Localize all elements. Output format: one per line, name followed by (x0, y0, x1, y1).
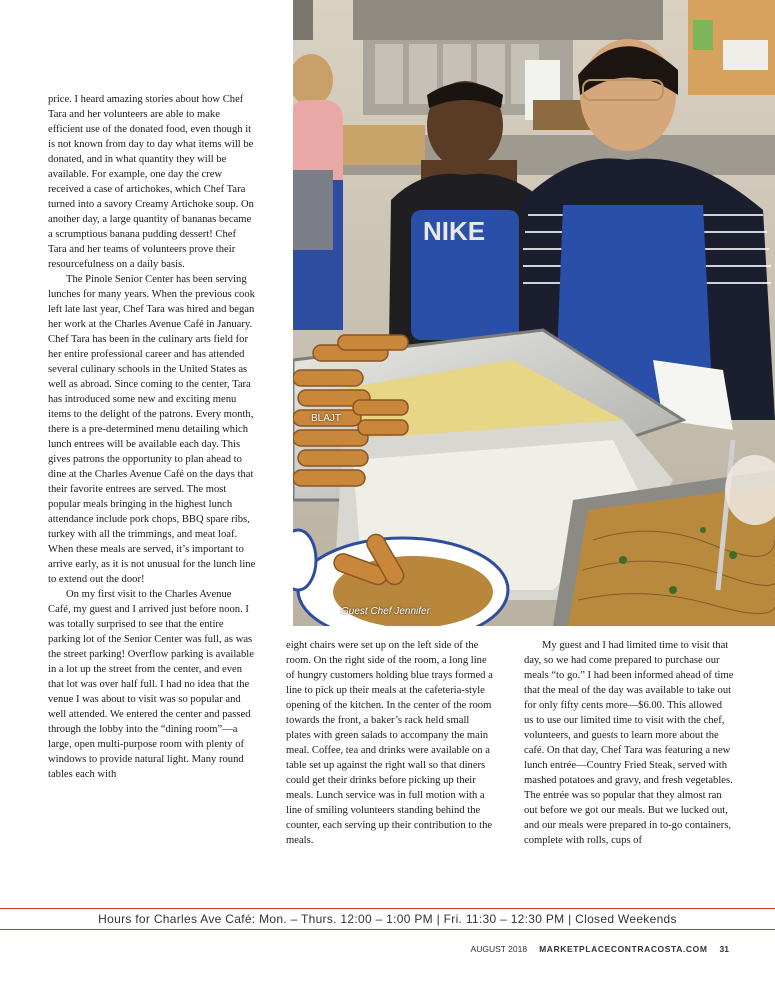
cafe-hours-banner (0, 908, 775, 930)
article-column-3 (524, 638, 734, 848)
cafe-hours-text: Hours for Charles Ave Café: Mon. – Thurs. 12:00 – 1:00 PM | Fri. 11:30 – 12:30 PM | Closed Weekends (98, 912, 677, 926)
article-column-2 (286, 638, 496, 848)
paragraph: My guest and I had limited time to visit that day, so we had come prepared to purchase our meals “to go.” I had been informed ahead of time that the meal of the day was available to take out for only fifty cents more—$6.00. This allowed us to use our limited time to visit with the chef, volunteers, and guests to learn more about the café. On that day, Chef Tara was featuring a new lunch entrée—Country Fried Steak, served with mashed potatoes and gravy, and fresh vegetables. The entrée was so popular that they almost ran out before we got our meals. But we lucked out, and our meals were prepared in to-go containers, complete with rolls, cups of (524, 640, 734, 846)
article-column-1 (48, 92, 256, 782)
svg-text:NIKE: NIKE (423, 216, 486, 246)
paragraph: The Pinole Senior Center has been serving lunches for many years. When the previous cook left late last year, Chef Tara was hired and began her work at the Charles Avenue Café in January. Chef Tara has been in the culinary arts field for her entire professional career and has attended several culinary schools in the United States as well as abroad. Since coming to the center, Tara has introduced some new and exciting menu items to the delight of the patrons. Every month, there is a pre-determined menu detailing which lunch entrees will be available each day. This gives patrons the opportunity to plan ahead to dine at the Charles Avenue Café on the days that their favorite entrees are served. The most popular meals bringing in the highest lunch attendance include pork chops, BBQ spare ribs, turkey with all the trimmings, and meat loaf. When these meals are served, it’s important to arrive early, as it is not unusual for the lunch line to extend out the door! (48, 274, 256, 585)
issue-date: AUGUST 2018 (470, 944, 528, 954)
page-number: 31 (719, 944, 729, 954)
paragraph: On my first visit to the Charles Avenue Café, my guest and I arrived just before noon. I was totally surprised to see that the entire parking lot of the Senior Center was full, as was the street parking! Overflow parking is available in a lot up the street from the center, and even that lot was over half full. I had no idea that the venue I was about to visit was so popular and well attended. We entered the center and passed through the lobby into the “dining room”—a large, open multi-purpose room with plenty of windows to provide natural light. Many round tables each with (48, 589, 254, 780)
photo-watermark: BLAJT (311, 413, 342, 424)
page-folio (471, 944, 729, 954)
photo-caption: Guest Chef Jennifer (341, 606, 430, 617)
website-url: MARKETPLACECONTRACOSTA.COM (539, 944, 708, 954)
photo-illustration (293, 0, 775, 626)
paragraph: price. I heard amazing stories about how Chef Tara and her volunteers are able to make efficient use of the donated food, even though it is not known from day to day what items will be donated, and in what quantity they will be available. For example, one day the crew received a case of artichokes, which Chef Tara turned into a savory Creamy Artichoke soup. On another day, a large quantity of bananas became a scrumptious banana pudding dessert! Chef Tara and her teams of volunteers prove their resourcefulness on a daily basis. (48, 94, 254, 270)
paragraph: eight chairs were set up on the left side of the room. On the right side of the room, a long line of hungry customers holding blue trays formed a line to pick up their meals at the cafeteria-style opening of the kitchen. In the center of the room towards the front, a baker’s rack held small plates with green salads to accompany the main meal. Coffee, tea and drinks were available on a table set up against the right wall so that diners could get their drinks before picking up their meals. Lunch service was in full motion with a line of smiling volunteers standing behind the counter, each serving up their contribution to the meals. (286, 640, 493, 846)
kitchen-photo (293, 0, 775, 626)
